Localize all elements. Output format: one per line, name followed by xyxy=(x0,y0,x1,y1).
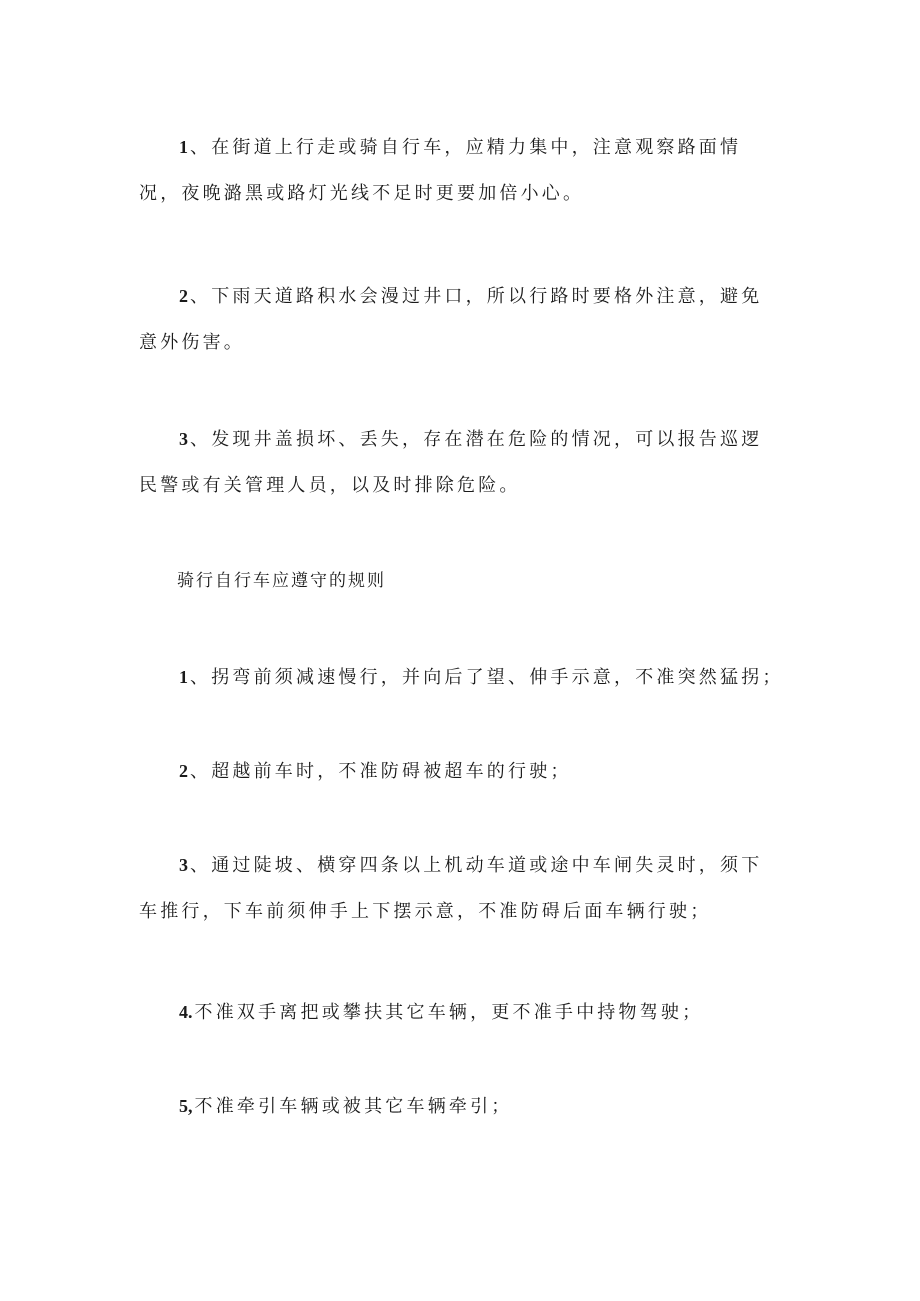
rule-5 xyxy=(139,1083,779,1130)
item-text: 不准双手离把或攀扶其它车辆，更不准手中持物驾驶； xyxy=(194,1002,704,1023)
item-number: 3 xyxy=(179,855,188,875)
item-number: 5, xyxy=(179,1096,193,1116)
section-heading: 骑行自行车应遵守的规则 xyxy=(177,571,386,591)
item-text: 不准牵引车辆或被其它车辆牵引； xyxy=(194,1096,513,1117)
item-text: 、超越前车时，不准防碍被超车的行驶； xyxy=(190,761,572,782)
safety-tip-3 xyxy=(139,416,779,509)
item-number: 1 xyxy=(179,667,188,687)
item-text: 、在街道上行走或骑自行车，应精力集中，注意观察路面情况，夜晚潞黑或路灯光线不足时更要加倍小心。 xyxy=(139,137,742,204)
rule-4 xyxy=(139,989,779,1036)
item-number: 2 xyxy=(179,761,188,781)
rule-3 xyxy=(139,842,779,935)
safety-tip-1 xyxy=(139,124,779,217)
item-text: 、发现井盖损坏、丢失，存在潜在危险的情况，可以报告巡逻民警或有关管理人员，以及时排除危险。 xyxy=(139,429,763,496)
safety-tip-2 xyxy=(139,273,779,366)
rule-1 xyxy=(139,654,784,701)
rule-2 xyxy=(139,748,779,795)
item-text: 、下雨天道路积水会漫过井口，所以行路时要格外注意，避免意外伤害。 xyxy=(139,286,763,353)
item-number: 1 xyxy=(179,137,188,157)
item-text: 、拐弯前须减速慢行，并向后了望、伸手示意，不准突然猛拐； xyxy=(190,667,784,688)
item-number: 3 xyxy=(179,429,188,449)
item-number: 2 xyxy=(179,286,188,306)
item-number: 4. xyxy=(179,1002,193,1022)
item-text: 、通过陡坡、横穿四条以上机动车道或途中车闸失灵时，须下车推行，下车前须伸手上下摆示意，不准防碍后面车辆行驶； xyxy=(139,855,763,922)
